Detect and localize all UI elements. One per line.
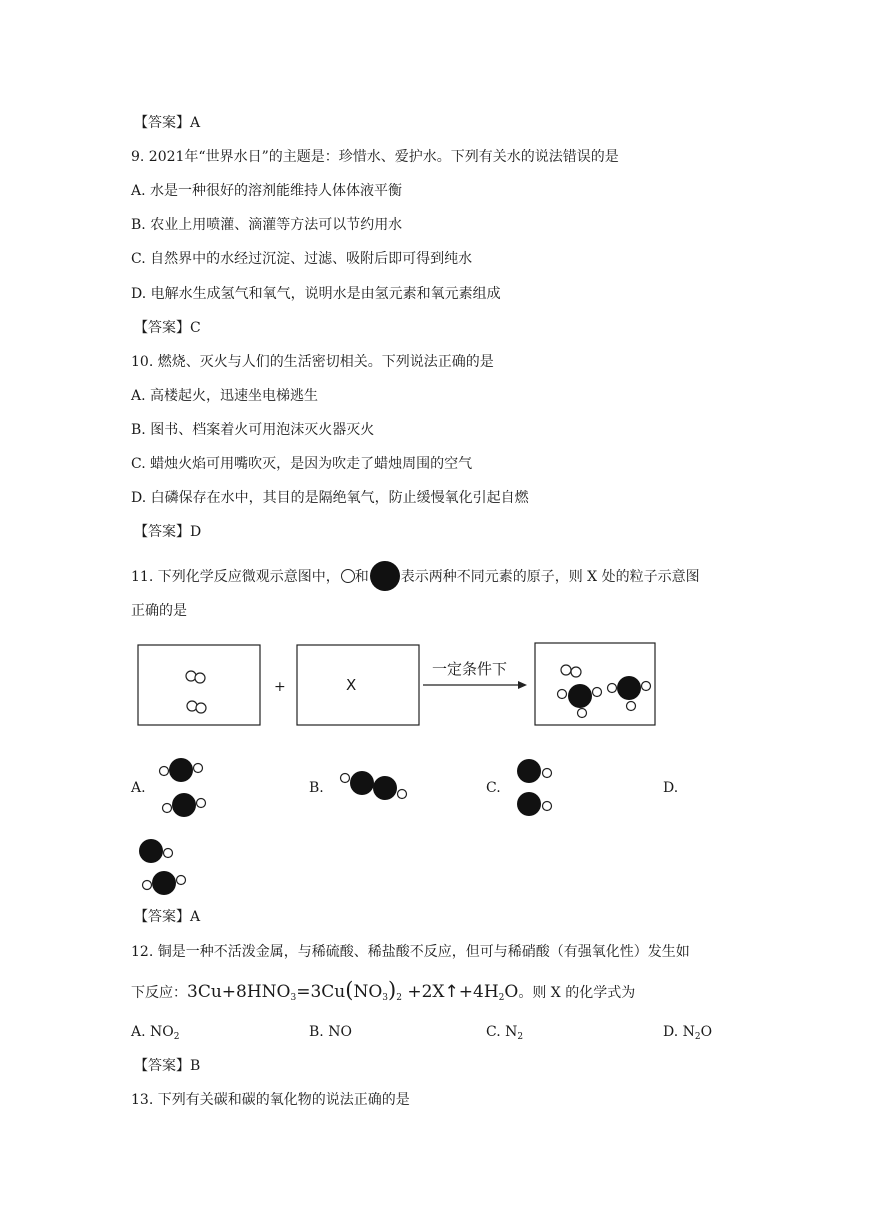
small-atom [196,703,206,713]
answer-8: 【答案】A [134,115,201,131]
reaction-condition-label: 一定条件下 [432,660,508,678]
question-9-option-c: C. 自然界中的水经过沉淀、过滤、吸附后即可得到纯水 [131,251,473,267]
option-c-subscript: 2 [517,1032,524,1042]
small-atom [197,799,206,808]
small-atom [195,673,205,683]
question-12-stem-line-2 [131,980,635,1008]
small-atom [543,802,552,811]
unknown-x-label: X [346,676,357,694]
small-atom [187,701,197,711]
small-atom [571,667,581,677]
question-11-stem-part-b: 表示两种不同元素的原子，则 X 处的粒子示意图 [400,569,700,585]
question-13-stem: 13. 下列有关碳和碳的氧化物的说法正确的是 [131,1092,410,1108]
option-b-text: B. NO [309,1024,352,1040]
question-9-option-a: A. 水是一种很好的溶剂能维持人体体液平衡 [131,183,403,199]
reaction-arrow-head [518,681,527,689]
answer-10: 【答案】D [134,524,202,540]
large-atom [350,771,374,795]
small-atom [164,849,173,858]
reaction-equation: $3Cu+8HNO_3=3Cu(NO_3)_2$ $+2X↑+4H_2O$ [187,978,519,1003]
question-11-option-a: A. [131,780,146,796]
small-atom [608,684,617,693]
option-a-subscript: 2 [173,1032,180,1042]
small-atom [593,688,602,697]
large-atom [517,759,541,783]
small-atom [398,790,407,799]
reactant-box-x [297,645,419,725]
question-12-stem: 12. 铜是一种不活泼金属，与稀硫酸、稀盐酸不反应，但可与稀硝酸（有强氧化性）发生如 [131,944,690,960]
small-atom [186,671,196,681]
reactant-box-1 [138,645,260,725]
product-box [535,643,655,725]
small-atom [341,774,350,783]
small-atom [543,769,552,778]
small-atom [561,665,571,675]
question-11-stem-line-2: 正确的是 [131,603,187,619]
question-12-stem-part-b: 下反应： [131,985,187,1001]
large-atom [139,839,163,863]
option-c-text: C. N [486,1024,518,1040]
question-11-option-d: D. [663,780,679,796]
question-11-stem-and: 和 [354,569,369,585]
small-atom [177,876,186,885]
option-a-text: A. NO [131,1024,174,1040]
question-12-option-d [663,1022,712,1047]
question-9-stem: 9. 2021年“世界水日”的主题是：珍惜水、爱护水。下列有关水的说法错误的是 [131,149,619,165]
large-atom [617,676,641,700]
answer-11: 【答案】A [134,909,201,925]
question-10-option-c: C. 蜡烛火焰可用嘴吹灭，是因为吹走了蜡烛周围的空气 [131,456,473,472]
large-atom-legend-icon [370,561,400,591]
large-atom [172,793,196,817]
small-atom [194,764,203,773]
question-11-stem-part-a: 11. 下列化学反应微观示意图中， [131,569,340,585]
question-10-option-d: D. 白磷保存在水中，其目的是隔绝氧气，防止缓慢氧化引起自燃 [131,490,529,506]
question-9-option-d: D. 电解水生成氢气和氧气，说明水是由氢元素和氧元素组成 [131,286,501,302]
question-12-stem-part-c: 。则 X 的化学式为 [518,985,636,1001]
question-10-option-a: A. 高楼起火，迅速坐电梯逃生 [131,388,319,404]
question-12-option-c [486,1022,523,1047]
answer-9: 【答案】C [134,320,201,336]
option-d-tail: O [700,1024,713,1040]
question-11-option-b: B. [309,780,324,796]
question-12-option-a [131,1022,179,1047]
question-11-option-c: C. [486,780,501,796]
large-atom [152,871,176,895]
question-10-option-b: B. 图书、档案着火可用泡沫灭火器灭火 [131,422,375,438]
option-d-subscript: 2 [694,1032,701,1042]
answer-12: 【答案】B [134,1058,201,1074]
small-atom [627,702,636,711]
small-atom-legend-icon [341,569,355,583]
question-11-stem [131,561,700,591]
question-12-option-b [309,1022,352,1042]
small-atom [642,682,651,691]
question-10-stem: 10. 燃烧、灭火与人们的生活密切相关。下列说法正确的是 [131,354,494,370]
small-atom [143,881,152,890]
small-atom [578,709,587,718]
large-atom [517,792,541,816]
plus-sign: + [274,679,286,695]
small-atom [160,767,169,776]
large-atom [169,758,193,782]
small-atom [163,804,172,813]
option-d-text: D. N [663,1024,695,1040]
large-atom [568,684,592,708]
small-atom [558,690,567,699]
question-9-option-b: B. 农业上用喷灌、滴灌等方法可以节约用水 [131,217,403,233]
large-atom [373,776,397,800]
